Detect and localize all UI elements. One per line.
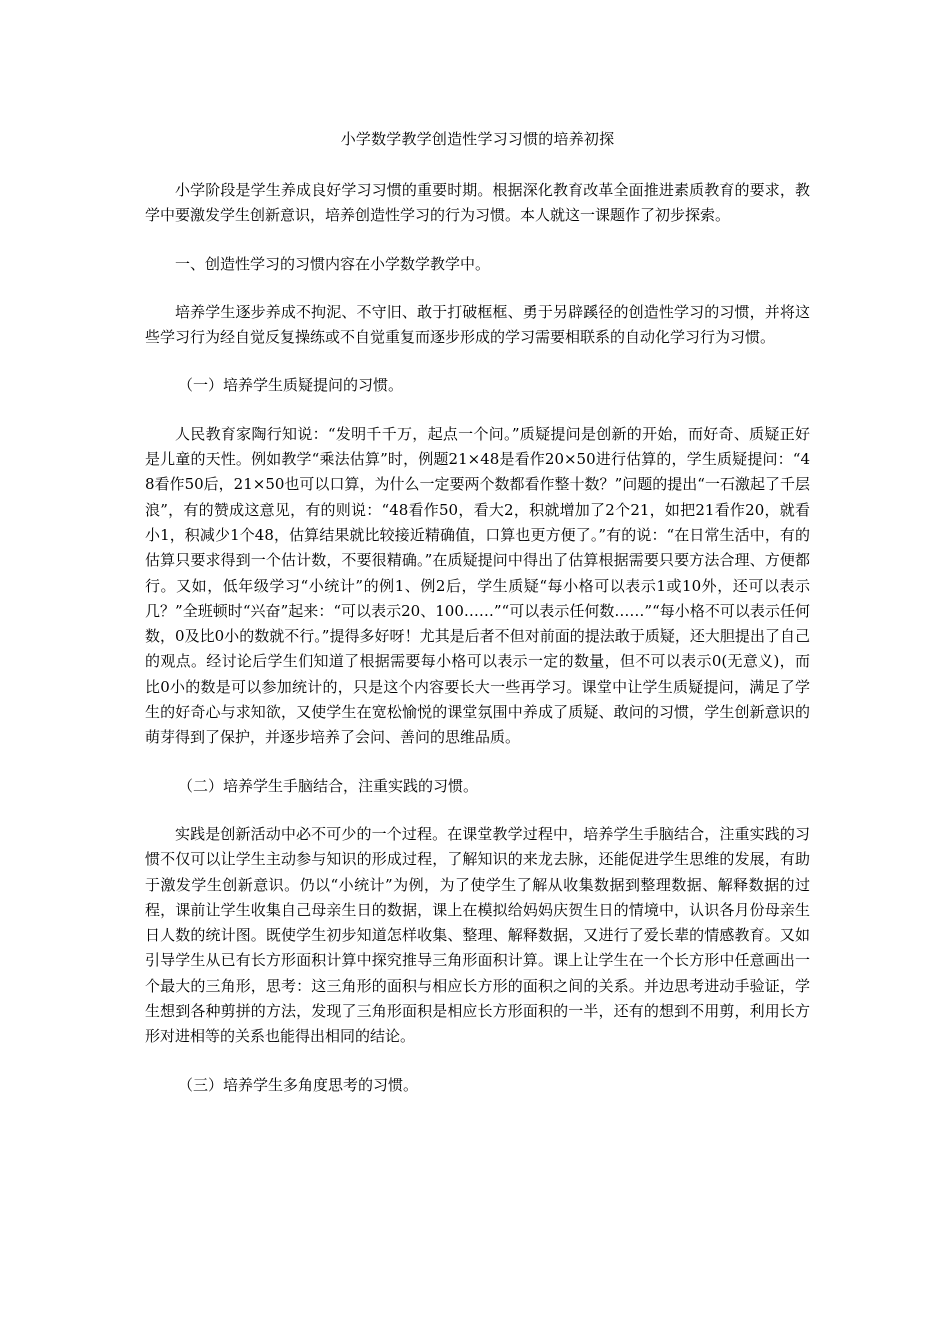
section-heading-1: 一、创造性学习的习惯内容在小学数学教学中。 xyxy=(175,254,491,273)
section-1-paragraph: 培养学生逐步养成不拘泥、不守旧、敢于打破框框、勇于另辟蹊径的创造性学习的习惯，并将这些学习行为经自觉反复操练或不自觉重复而逐步形成的学习需要相联系的自动化学习行为习惯。 xyxy=(145,302,810,347)
subsection-1-paragraph: 人民教育家陶行知说：“发明千千万，起点一个问。”质疑提问是创新的开始，而好奇、质疑正好是儿童的天性。例如教学“乘法估算”时，例题21×48是看作20×50进行估算的，学生质疑提问：“48看作50后，21×50也可以口算，为什么一定要两个数都看作整十数？”问题的提出“一石激起了千层浪”，有的赞成这意见，有的则说：“48看作50，看大2，积就增加了2个21，如把21看作20，就看小1，积减少1个48，估算结果就比较接近精确值，口算也更方便了。”有的说：“在日常生活中，有的估算只要求得到一个估计数，不要很精确。”在质疑提问中得出了估算根据需要只要方法合理、方便都行。又如，低年级学习“小统计”的例1、例2后，学生质疑“每小格可以表示1或10外，还可以表示几？”全班顿时“兴奋”起来：“可以表示20、100……”“可以表示任何数……”“每小格不可以表示任何数，0及比0小的数就不行。”提得多好呀！尤其是后者不但对前面的提法敢于质疑，还大胆提出了自己的观点。经讨论后学生们知道了根据需要每小格可以表示一定的数量，但不可以表示0(无意义)，而比0小的数是可以参加统计的，只是这个内容要长大一些再学习。课堂中让学生质疑提问，满足了学生的好奇心与求知欲，又使学生在宽松愉悦的课堂氛围中养成了质疑、敢问的习惯，学生创新意识的萌芽得到了保护，并逐步培养了会问、善问的思维品质。 xyxy=(145,424,810,747)
intro-paragraph: 小学阶段是学生养成良好学习习惯的重要时期。根据深化教育改革全面推进素质教育的要求，教学中要激发学生创新意识，培养创造性学习的行为习惯。本人就这一课题作了初步探索。 xyxy=(145,181,810,225)
subsection-heading-3: （三）培养学生多角度思考的习惯。 xyxy=(178,1075,419,1094)
document-body xyxy=(145,126,810,1121)
document-title: 小学数学教学创造性学习习惯的培养初探 xyxy=(340,130,615,148)
subsection-heading-2: （二）培养学生手脑结合，注重实践的习惯。 xyxy=(178,776,479,795)
subsection-heading-1: （一）培养学生质疑提问的习惯。 xyxy=(178,376,404,395)
subsection-2-paragraph: 实践是创新活动中必不可少的一个过程。在课堂教学过程中，培养学生手脑结合，注重实践的习惯不仅可以让学生主动参与知识的形成过程，了解知识的来龙去脉，还能促进学生思维的发展，有助于激发学生创新意识。仍以“小统计”为例，为了使学生了解从收集数据到整理数据、解释数据的过程，课前让学生收集自己母亲生日的数据，课上在模拟给妈妈庆贺生日的情境中，认识各月份母亲生日人数的统计图。既使学生初步知道怎样收集、整理、解释数据，又进行了爱长辈的情感教育。又如引导学生从已有长方形面积计算中探究推导三角形面积计算。课上让学生在一个长方形中任意画出一个最大的三角形，思考：这三角形的面积与相应长方形的面积之间的关系。并边思考进动手验证，学生想到各种剪拼的方法，发现了三角形面积是相应长方形面积的一半，还有的想到不用剪，利用长方形对进相等的关系也能得出相同的结论。 xyxy=(145,824,810,1046)
